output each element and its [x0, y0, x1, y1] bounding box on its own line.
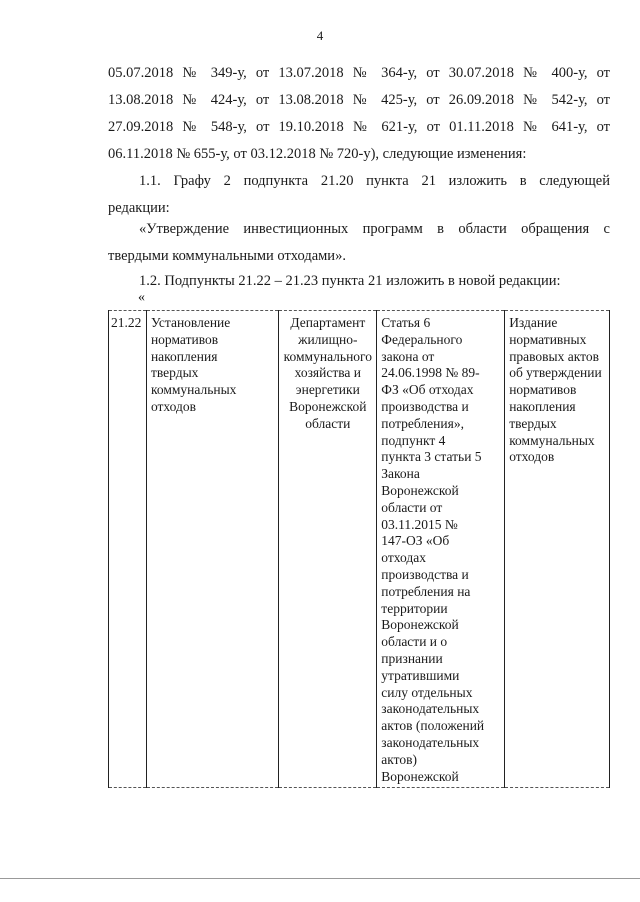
basis-line: ФЗ «Об отходах — [381, 382, 474, 398]
basis-line: подпункт 4 — [381, 432, 446, 448]
result-line: нормативных — [509, 331, 587, 347]
basis-line: производства и — [381, 398, 469, 414]
result-cell — [505, 313, 610, 785]
item-1-1-line: 1.1. Графу 2 подпункта 21.20 пункта 21 изложить в следующей — [139, 173, 610, 189]
basis-cell — [377, 313, 505, 785]
intro-line: 27.09.2018 № 548-у, от 19.10.2018 № 621-у, от 01.11.2018 № 641-у, от — [108, 119, 610, 135]
row-number-cell — [109, 313, 147, 785]
basis-line: пункта 3 статьи 5 — [381, 449, 482, 465]
item-1-1-line: редакции: — [108, 200, 170, 216]
basis-line: потребления», — [381, 415, 464, 431]
quote-1-1 — [108, 216, 610, 270]
item-1-2-line: 1.2. Подпункты 21.22 – 21.23 пункта 21 изложить в новой редакции: — [139, 273, 561, 289]
basis-line: Закона — [381, 466, 420, 482]
department-line: коммунального — [283, 348, 372, 364]
basis-line: Статья 6 — [381, 315, 431, 330]
result-line: об утверждении — [509, 365, 602, 381]
quote-1-1-line: «Утверждение инвестиционных программ в области обращения с — [139, 221, 610, 237]
open-quote-mark: « — [138, 290, 145, 305]
department-line: хозяйства и — [294, 365, 362, 381]
department-line: Департамент — [290, 315, 366, 330]
row-number: 21.22 — [111, 315, 142, 330]
basis-line: области от — [381, 499, 443, 515]
result-line: правовых актов — [509, 348, 599, 364]
basis-line: признании — [381, 650, 443, 666]
result-line: нормативов — [509, 382, 577, 398]
department-line: Воронежской — [289, 398, 367, 414]
intro-line: 06.11.2018 № 655-у, от 03.12.2018 № 720-у), следующие изменения: — [108, 146, 527, 162]
item-1-1 — [108, 168, 610, 222]
basis-line: 24.06.1998 № 89- — [381, 365, 480, 381]
basis-line: территории — [381, 600, 448, 616]
basis-line: 147-ОЗ «Об — [381, 533, 450, 549]
department-line: энергетики — [295, 382, 360, 398]
basis-line: производства и — [381, 566, 469, 582]
intro-line: 13.08.2018 № 424-у, от 13.08.2018 № 425-у, от 26.09.2018 № 542-у, от — [108, 92, 610, 108]
basis-line: законодательных — [381, 734, 480, 750]
basis-line: утратившими — [381, 667, 460, 683]
name-line: твердых — [150, 365, 199, 381]
basis-line: закона от — [381, 348, 435, 364]
name-cell — [146, 313, 278, 785]
page-number: 4 — [316, 28, 324, 43]
subitems-table — [108, 310, 610, 788]
result-line: твердых — [509, 415, 557, 431]
basis-line: Федерального — [381, 331, 463, 347]
department-line: области — [305, 415, 351, 431]
basis-line: актов (положений — [381, 718, 485, 734]
basis-line: потребления на — [381, 583, 471, 599]
basis-line: силу отдельных — [381, 684, 473, 700]
basis-line: 03.11.2015 № — [381, 516, 458, 532]
basis-line: Воронежской — [381, 768, 459, 784]
department-cell — [279, 313, 377, 785]
department-line: жилищно- — [298, 331, 358, 347]
name-line: коммунальных — [150, 382, 237, 398]
name-line: нормативов — [150, 331, 219, 347]
item-1-2 — [108, 268, 610, 295]
table-row — [109, 313, 610, 785]
basis-line: Воронежской — [381, 482, 459, 498]
paragraph-intro — [108, 60, 610, 168]
result-line: накопления — [509, 398, 576, 414]
intro-line: 05.07.2018 № 349-у, от 13.07.2018 № 364-у, от 30.07.2018 № 400-у, от — [108, 65, 610, 81]
result-line: коммунальных — [509, 432, 595, 448]
table-bottom-border — [109, 785, 610, 788]
name-line: Установление — [150, 315, 231, 330]
basis-line: области и о — [381, 634, 448, 650]
name-line: накопления — [150, 348, 218, 364]
result-line: отходов — [509, 449, 555, 465]
basis-line: законодательных — [381, 701, 480, 717]
basis-line: Воронежской — [381, 617, 459, 633]
result-line: Издание — [509, 315, 558, 330]
basis-line: отходах — [381, 550, 426, 566]
name-line: отходов — [150, 398, 197, 414]
basis-line: актов) — [381, 751, 418, 767]
page-bottom-rule — [0, 878, 640, 879]
quote-1-1-line: твердыми коммунальными отходами». — [108, 248, 346, 264]
